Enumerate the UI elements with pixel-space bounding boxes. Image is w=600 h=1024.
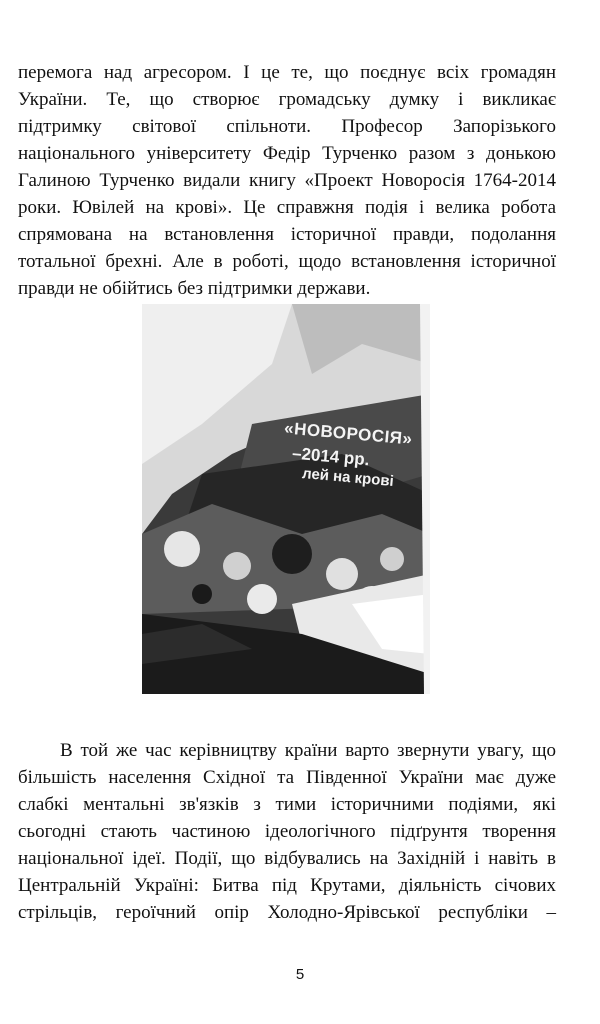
text-line: сьогодні стають частиною ідеологічного підґрунтя творення — [18, 821, 556, 842]
paragraph-2 — [18, 737, 556, 926]
text-line: правди не обійтись без підтримки держави. — [18, 278, 371, 299]
text-line: тотальної брехні. Але в роботі, щодо встановлення історичної — [18, 251, 556, 272]
text-line: більшість населення Східної та Південної України має дуже — [18, 767, 556, 788]
text-line: В той же час керівництву країни варто звернути увагу, що — [60, 740, 556, 761]
text-line: перемога над агресором. І це те, що поєднує всіх громадян — [18, 62, 556, 83]
text-line: Галиною Турченко видали книгу «Проект Новоросія 1764-2014 — [18, 170, 556, 191]
text-line: Центральній Україні: Битва під Крутами, діяльність січових — [18, 875, 556, 896]
cover-title-line: «НОВОРОСІЯ» — [283, 418, 414, 449]
text-line: підтримку світової спільноти. Професор Запорізького — [18, 116, 556, 137]
cover-title-line: –2014 рр. — [291, 443, 371, 470]
cover-title-line: лей на крові — [301, 465, 395, 490]
text-line: національного університету Федір Турченко разом з донькою — [18, 143, 556, 164]
text-line: стрільців, героїчний опір Холодно-Ярівської республіки – — [18, 902, 556, 923]
page-number: 5 — [295, 966, 305, 983]
text-line: національної ідеї. Події, що відбувались на Західній і навіть в — [18, 848, 556, 869]
paragraph-1 — [18, 59, 556, 302]
book-cover-photo — [142, 304, 430, 694]
text-line: роки. Ювілей на крові». Це справжня подія і велика робота — [18, 197, 556, 218]
text-line: України. Те, що створює громадську думку і викликає — [18, 89, 556, 110]
book-cover-title — [142, 304, 430, 694]
text-line: слабкі ментальні зв'язків з тими історичними подіями, які — [18, 794, 556, 815]
text-line: спрямована на встановлення історичної правди, подолання — [18, 224, 556, 245]
